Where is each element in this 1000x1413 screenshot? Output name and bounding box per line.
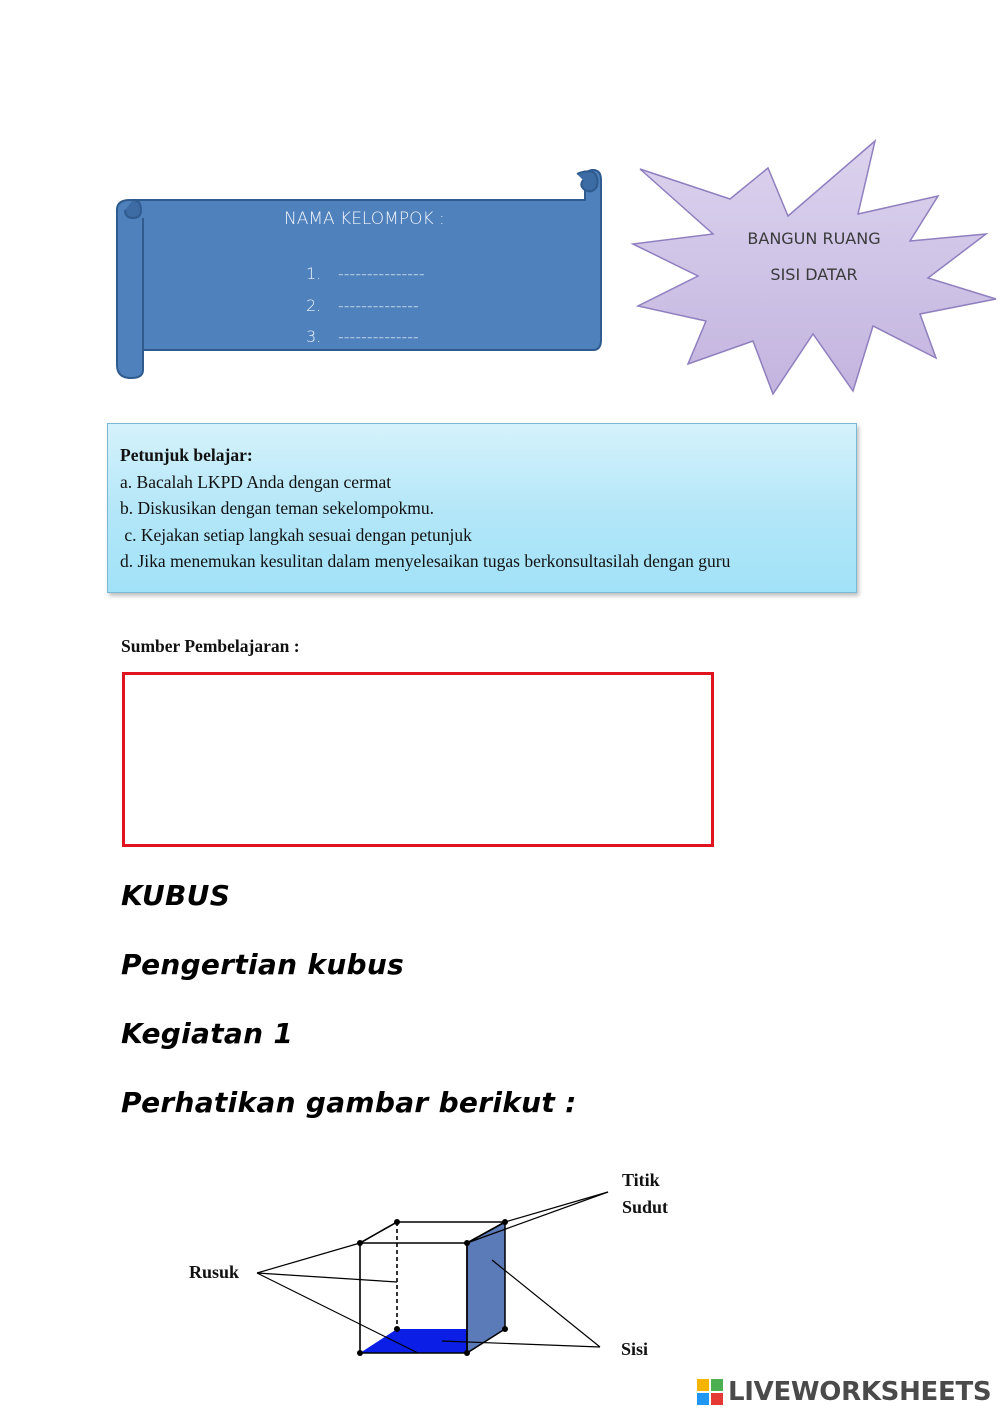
group-member-1[interactable]: 1. --------------- xyxy=(306,264,425,283)
face-label: Sisi xyxy=(621,1339,649,1359)
group-member-3[interactable]: 3. -------------- xyxy=(306,327,419,346)
learning-instructions-box xyxy=(107,423,857,593)
badge-line-1: BANGUN RUANG xyxy=(747,229,881,248)
group-name-title: NAMA KELOMPOK : xyxy=(284,209,445,229)
instruction-item: a. Bacalah LKPD Anda dengan cermat xyxy=(120,471,392,492)
topic-heading: KUBUS xyxy=(121,879,231,912)
activity-heading: Kegiatan 1 xyxy=(121,1017,294,1050)
definition-heading: Pengertian kubus xyxy=(121,948,405,981)
liveworksheets-logo-icon xyxy=(696,1378,724,1406)
edge-label: Rusuk xyxy=(189,1262,240,1282)
instructions-title: Petunjuk belajar: xyxy=(120,445,253,465)
cube-side-face xyxy=(467,1222,505,1353)
liveworksheets-logo-text: LIVEWORKSHEETS xyxy=(728,1377,992,1407)
instruction-item: c. Kejakan setiap langkah sesuai dengan petunjuk xyxy=(120,524,472,545)
badge-line-2: SISI DATAR xyxy=(770,265,858,284)
liveworksheets-logo[interactable] xyxy=(696,1375,991,1409)
pointer-lines xyxy=(257,1192,608,1353)
instruction-item: d. Jika menemukan kesulitan dalam menyelesaikan tugas berkonsultasilah dengan guru xyxy=(120,551,731,571)
learning-source-box[interactable] xyxy=(122,672,714,847)
instruction-item: b. Diskusikan dengan teman sekelompokmu. xyxy=(120,498,434,518)
vertex-label: Titik Sudut xyxy=(622,1170,669,1217)
group-member-2[interactable]: 2. -------------- xyxy=(306,296,419,315)
instruction-heading: Perhatikan gambar berikut : xyxy=(121,1086,577,1119)
learning-source-label: Sumber Pembelajaran : xyxy=(121,636,300,656)
